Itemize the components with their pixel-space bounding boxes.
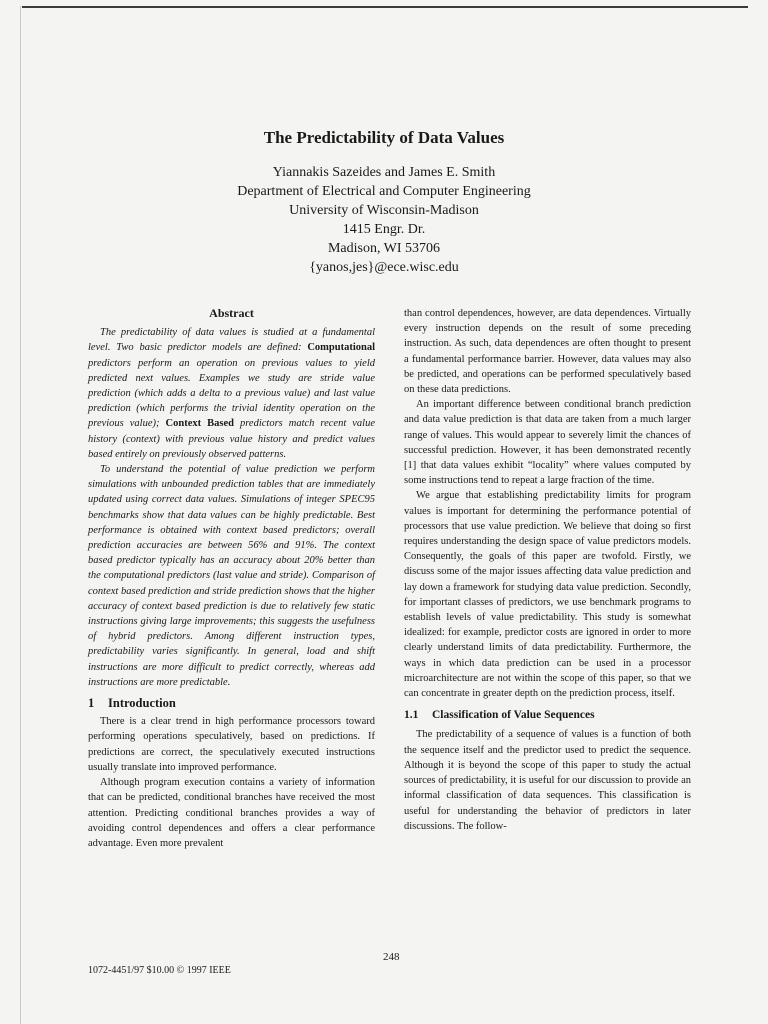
subsection-number: 1.1 xyxy=(404,709,419,722)
title-block xyxy=(0,128,768,277)
department: Department of Electrical and Computer Engineering xyxy=(237,184,531,199)
abstract-section xyxy=(88,306,375,690)
abstract-computational-text: predictors perform an operation on previous values to yield predicted next values. Examples we study are stride value prediction (which adds a delta to a previous value) and last value prediction (which performs the trivial identity operation on the previous value); xyxy=(88,357,375,430)
abstract-context-text: predictors match recent value history (context) with previous value history and predict values based entirely on previously observed patterns. xyxy=(88,418,375,460)
top-rule xyxy=(22,6,748,8)
subsection-title: Classification of Value Sequences xyxy=(432,709,595,722)
page-number: 248 xyxy=(383,951,400,963)
term-computational: Computational xyxy=(307,342,375,354)
intro-paragraph-2: Although program execution contains a variety of information that can be predicted, conditional branches have received the most attention. Predicting conditional branches provides a way of avoiding control dependences and offers a clear performance advantage. Even more prevalent xyxy=(88,777,375,849)
subsection-heading-classification xyxy=(404,708,691,723)
section-heading-introduction xyxy=(88,696,375,711)
authors: Yiannakis Sazeides and James E. Smith xyxy=(272,165,496,180)
street-address: 1415 Engr. Dr. xyxy=(342,222,426,237)
abstract-paragraph-2: To understand the potential of value prediction we perform simulations with unbounded prediction tables that are immediately updated using correct data values. Simulations of integer SPEC95 benchmarks show that data values can be highly predictable. Best performance is obtained with context based predictors; overall prediction accuracies are between 56% and 91%. The context based predictor typically has an accuracy about 20% better than the computational predictors (last value and stride). Comparison of context based prediction and stride prediction shows that the higher accuracy of context based prediction is due to relatively few static instructions giving large improvements; this suggests the usefulness of hybrid predictors. Among different instruction types, predictability varies significantly. In general, load and shift instructions are more difficult to predict correctly, whereas add instructions are more predictable. xyxy=(88,464,375,688)
copyright-footer: 1072-4451/97 $10.00 © 1997 IEEE xyxy=(88,965,231,976)
intro-paragraph-5: We argue that establishing predictability limits for program values is important for determining the performance potential of processors that use value prediction. We believe that doing so first requires understanding the design space of value predictors models. Consequently, the goals of this paper are twofold. Firstly, we discuss some of the major issues affecting data value prediction and lay down a framework for studying data value prediction. Secondly, for important classes of predictors, we use benchmark programs to establish levels of value predictability. This study is somewhat idealized: for example, predictor costs are ignored in order to more clearly understand limits of data predictability. Furthermore, the ways in which data prediction can be used in a processor microarchitecture are not within the scope of this paper, so that we can concentrate in greater depth on the prediction process, itself. xyxy=(404,490,691,700)
city-address: Madison, WI 53706 xyxy=(327,241,441,256)
left-column xyxy=(88,306,375,851)
term-context-based: Context Based xyxy=(165,418,234,430)
paper-title: The Predictability of Data Values xyxy=(263,128,505,147)
section-title: Introduction xyxy=(108,696,176,711)
section-number: 1 xyxy=(88,696,95,711)
university: University of Wisconsin-Madison xyxy=(289,203,479,218)
abstract-paragraph xyxy=(88,325,375,462)
email-address: {yanos,jes}@ece.wisc.edu xyxy=(309,260,459,275)
classification-paragraph: The predictability of a sequence of values is a function of both the sequence itself and the predictor used to predict the sequence. Although it is beyond the scope of this paper to study the actual sources of predictability, it is useful for our discussion to provide an informal classification of data sequences. This classification is useful for understanding the behavior of predictors in later discussions. The follow- xyxy=(404,729,691,832)
intro-paragraph-3: than control dependences, however, are data dependences. Virtually every instruction depends on the result of some preceding instruction. As such, data dependences are often thought to present a fundamental performance barrier. However, data values may also be predicted, and operations can be performed speculatively based on these data predictions. xyxy=(404,308,691,396)
intro-paragraph-1: There is a clear trend in high performance processors toward performing operations speculatively, based on predictions. If predictions are correct, the speculatively executed instructions usually translate into improved performance. xyxy=(88,716,375,773)
abstract-intro-text: The predictability of data values is studied at a fundamental level. Two basic predictor models are defined: xyxy=(88,327,375,354)
abstract-heading: Abstract xyxy=(209,306,254,320)
right-column xyxy=(404,306,691,834)
intro-paragraph-4: An important difference between conditional branch prediction and data value prediction is that data are taken from a much larger range of values. This would appear to severely limit the chances of successful prediction. However, it has been demonstrated recently [1] that data values exhibit “locality” where values computed by some instructions tend to repeat a large fraction of the time. xyxy=(404,399,691,487)
